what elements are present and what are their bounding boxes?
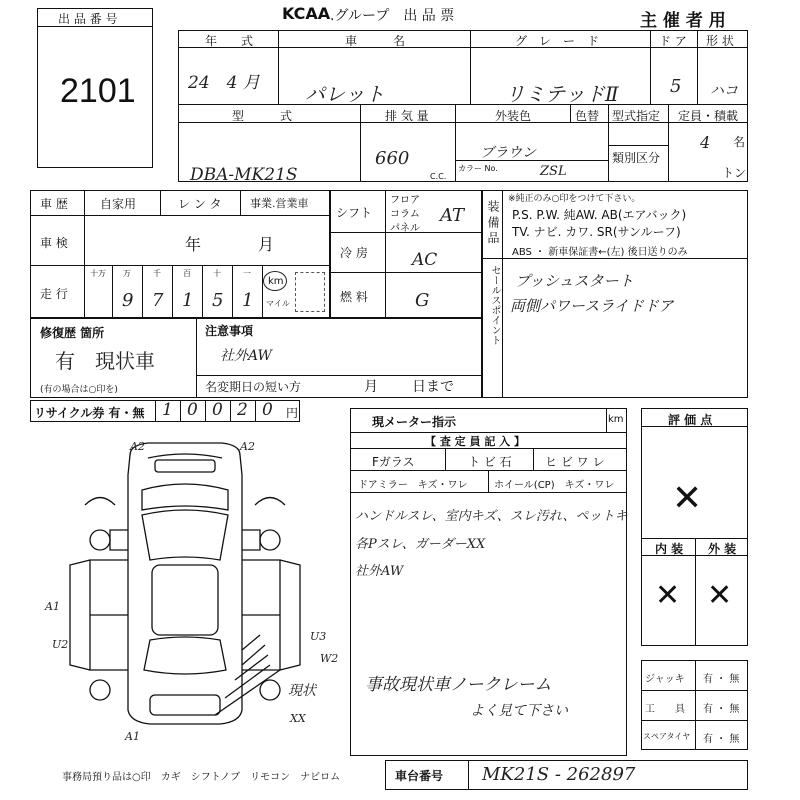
name-change-label: 名変期日の短い方 bbox=[205, 380, 302, 394]
inspector-note-2: 各Pスレ、ガーダーXX bbox=[355, 537, 486, 552]
exterior-color-label: 外装色 bbox=[495, 109, 532, 123]
damage-mark: U3 bbox=[310, 630, 327, 643]
recycle-unit: 円 bbox=[286, 406, 299, 420]
lot-number: 2101 bbox=[60, 72, 136, 110]
tools-yes-no: 有 ・ 無 bbox=[703, 704, 740, 715]
recycle-digit: 0 bbox=[187, 400, 198, 420]
mileage-digit: 5 bbox=[212, 290, 224, 311]
meter-km: km bbox=[608, 414, 624, 425]
sales-point-2: 両側パワースライドドア bbox=[510, 297, 674, 315]
recycle-label: リサイクル券 有・無 bbox=[34, 406, 145, 420]
shaken-month: 月 bbox=[258, 235, 275, 254]
score-label: 評 価 点 bbox=[668, 413, 713, 427]
damage-mark: A1 bbox=[125, 730, 140, 743]
category-label: 類別区分 bbox=[612, 151, 661, 165]
displacement-value: 660 bbox=[375, 148, 410, 169]
recycle-digit: 0 bbox=[262, 400, 273, 420]
inspector-note-4: 事故現状車ノークレーム bbox=[365, 675, 552, 695]
fuel-value: G bbox=[415, 290, 430, 311]
capacity-value: 4 bbox=[700, 133, 711, 152]
organizer-label: 主 催 者 用 bbox=[640, 11, 726, 31]
shift-opt-panel: パネル bbox=[390, 223, 420, 234]
equipment-note: ※純正のみ○印をつけて下さい。 bbox=[508, 194, 641, 204]
shift-opt-floor: フロア bbox=[390, 195, 420, 206]
damage-mark: A2 bbox=[130, 440, 145, 453]
brand-logo: KCAA bbox=[282, 4, 331, 23]
lot-number-label: 出 品 番 号 bbox=[58, 12, 118, 26]
cc-label: C.C. bbox=[430, 172, 447, 181]
capacity-label: 定員・積載 bbox=[678, 109, 739, 123]
model-label: 型 式 bbox=[232, 109, 293, 123]
digit-label: 十 bbox=[213, 269, 221, 278]
shift-opt-column: コラム bbox=[390, 209, 420, 220]
damage-mark: A2 bbox=[240, 440, 255, 453]
equipment-line3: ABS ・ 新車保証書←(左) 後日送りのみ bbox=[512, 247, 688, 258]
year-label: 年 式 bbox=[205, 34, 254, 48]
digit-label: 千 bbox=[153, 269, 161, 278]
digit-label: 百 bbox=[183, 269, 191, 278]
shift-label: シフト bbox=[336, 206, 373, 220]
door-value: 5 bbox=[670, 76, 682, 97]
name-value: パレット bbox=[305, 82, 385, 106]
mileage-digit: 1 bbox=[242, 290, 254, 311]
caution-value: 社外AW bbox=[220, 348, 272, 364]
capacity-unit: 名 bbox=[733, 135, 746, 149]
spare-yes-no: 有 ・ 無 bbox=[703, 734, 740, 745]
repair-note: (有の場合は○印を) bbox=[40, 385, 118, 395]
spare-label: スペアタイヤ bbox=[643, 732, 691, 741]
exterior-label: 外 装 bbox=[708, 542, 737, 556]
interior-value: ✕ bbox=[655, 578, 681, 613]
year-value: 24 4 月 bbox=[188, 73, 260, 93]
name-change-month: 月 bbox=[364, 379, 378, 395]
car-damage-diagram bbox=[30, 430, 360, 750]
history-business: 事業.営業車 bbox=[250, 197, 309, 210]
equipment-line1: P.S. P.W. 純AW. AB(エアバック) bbox=[512, 208, 687, 222]
form-title: .グループ 出 品 票 bbox=[330, 8, 455, 24]
shift-value: AT bbox=[440, 205, 465, 226]
inspector-note-1: ハンドルスレ、室内キズ、スレ汚れ、ペットキ bbox=[355, 509, 628, 524]
name-label: 車 名 bbox=[345, 34, 406, 48]
office-note: 事務局預り品は○印 カギ シフトノブ リモコン ナビロム bbox=[62, 772, 341, 783]
mileage-digit: 9 bbox=[122, 290, 134, 311]
mileage-digit: 1 bbox=[182, 290, 194, 311]
damage-mark: U2 bbox=[52, 638, 69, 651]
exterior-value: ✕ bbox=[707, 578, 733, 613]
mileage-dashed-box bbox=[295, 272, 325, 312]
inspector-note-5: よく見て下さい bbox=[470, 703, 568, 719]
grade-value: リミテッドⅡ bbox=[505, 82, 619, 106]
chassis-label: 車台番号 bbox=[395, 769, 444, 783]
meter-label: 現メーター指示 bbox=[372, 415, 457, 429]
inspector-note-3: 社外AW bbox=[355, 564, 404, 579]
jack-yes-no: 有 ・ 無 bbox=[703, 674, 740, 685]
recycle-digit: 1 bbox=[162, 400, 173, 420]
damage-mark: 現状 bbox=[288, 683, 316, 699]
repair-label: 修復歴 箇所 bbox=[40, 326, 105, 340]
history-private: 自家用 bbox=[100, 197, 137, 211]
mileage-digit: 7 bbox=[152, 290, 164, 311]
km-label: km bbox=[268, 276, 284, 287]
repaint-label: 色替 bbox=[575, 109, 600, 123]
history-rental: レ ン タ bbox=[178, 197, 222, 211]
interior-label: 内 装 bbox=[655, 542, 684, 556]
shape-label: 形 状 bbox=[706, 34, 734, 48]
name-change-day: 日まで bbox=[412, 379, 454, 395]
mirror-label: ドアミラー キズ・ワレ bbox=[358, 480, 468, 491]
jack-label: ジャッキ bbox=[645, 674, 685, 685]
recycle-digit: 2 bbox=[237, 400, 248, 420]
shaken-label: 車 検 bbox=[40, 236, 68, 250]
caution-label: 注意事項 bbox=[205, 324, 254, 338]
digit-label: 万 bbox=[123, 269, 131, 278]
inspector-section-title: 【 査 定 員 記 入 】 bbox=[425, 435, 525, 448]
recycle-digit: 0 bbox=[212, 400, 223, 420]
damage-mark: W2 bbox=[320, 652, 339, 665]
sales-point-label: セールスポイント bbox=[489, 265, 500, 345]
shaken-year: 年 bbox=[185, 235, 202, 254]
type-designation-label: 型式指定 bbox=[612, 109, 661, 123]
fglass-label: Fガラス bbox=[372, 455, 415, 469]
tools-label: 工 具 bbox=[645, 704, 685, 715]
equipment-line2: TV. ナビ. カワ. SR(サンルーフ) bbox=[512, 225, 681, 239]
mileage-label: 走 行 bbox=[40, 287, 68, 301]
sales-point-1: プッシュスタート bbox=[515, 272, 634, 290]
ac-label: 冷 房 bbox=[340, 246, 368, 260]
history-label: 車 歴 bbox=[40, 197, 68, 211]
displacement-label: 排 気 量 bbox=[385, 109, 429, 123]
grade-label: グ レ ー ド bbox=[515, 34, 600, 48]
door-label: ド ア bbox=[659, 34, 687, 48]
model-value: DBA-MK21S bbox=[190, 165, 298, 185]
score-value: ✕ bbox=[672, 478, 703, 519]
repair-value: 有 現状車 bbox=[55, 349, 155, 373]
chassis-value: MK21S - 262897 bbox=[482, 764, 636, 785]
equipment-label: 装 備 品 bbox=[486, 200, 500, 244]
shape-value: ハコ bbox=[710, 83, 738, 99]
km-circle bbox=[263, 271, 287, 291]
mile-label: マイル bbox=[266, 299, 290, 308]
fuel-label: 燃 料 bbox=[340, 290, 368, 304]
hibiware-label: ヒ ビ ワ レ bbox=[545, 455, 605, 469]
color-no-value: ZSL bbox=[540, 164, 567, 179]
ac-value: AC bbox=[412, 250, 438, 270]
digit-label: 一 bbox=[243, 269, 251, 278]
tobiishi-label: ト ビ 石 bbox=[468, 455, 512, 469]
color-no-label: カラー No. bbox=[458, 164, 498, 173]
load-unit: トン bbox=[722, 166, 747, 180]
wheel-label: ホイール(CP) キズ・ワレ bbox=[494, 480, 615, 491]
damage-mark: XX bbox=[290, 712, 306, 725]
digit-label: 十万 bbox=[90, 269, 106, 278]
exterior-color-value: ブラウン bbox=[480, 145, 536, 161]
damage-mark: A1 bbox=[45, 600, 60, 613]
